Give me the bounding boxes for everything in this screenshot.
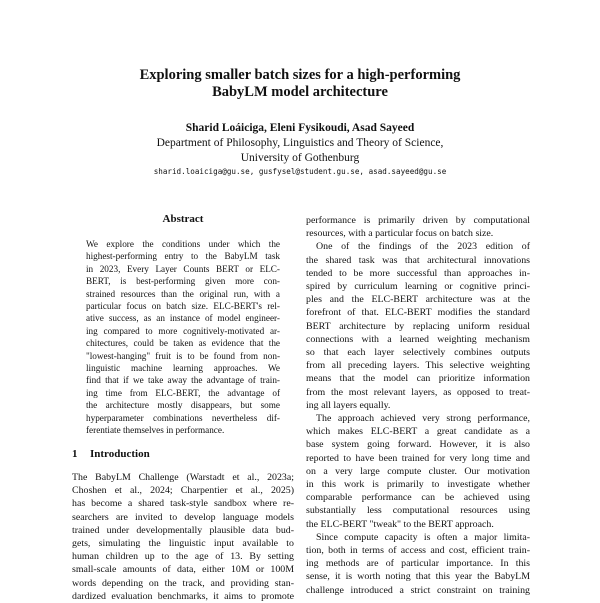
- section-heading-introduction: [72, 447, 150, 461]
- text-line: challenge introduced a strict constraint on training: [306, 584, 530, 596]
- text-line: so that each layer selectively combines outputs: [306, 347, 530, 359]
- text-line: comparable performance can be achieved using: [306, 492, 530, 504]
- text-line: One of the findings of the 2023 edition of: [316, 241, 530, 253]
- text-line: chitectures, could be taken as evidence that the: [86, 338, 280, 349]
- author-list: Sharid Loáiciga, Eleni Fysikoudi, Asad Sayeed: [185, 122, 415, 134]
- paper-title: [60, 67, 540, 101]
- text-line: tion, both in terms of access and cost, efficient train-: [306, 545, 530, 557]
- text-line: trained under developmentally plausible data bud-: [72, 524, 294, 536]
- text-line: from all preceding layers. This selective weighting: [306, 360, 530, 372]
- text-line: ing methods are of particular importance. In this: [306, 558, 530, 570]
- section-number: 1: [72, 448, 78, 460]
- text-line: in 2023, Every Layer Counts BERT or ELC-: [86, 263, 280, 274]
- text-line: searchers are invited to develop language models: [72, 511, 294, 523]
- title-line: BabyLM model architecture: [212, 84, 388, 100]
- paragraph: [306, 240, 530, 412]
- text-line: BERT architecture by replacing uniform residual: [306, 320, 530, 332]
- paragraph: [306, 412, 530, 531]
- text-line: base system going forward. However, it is also: [306, 439, 530, 451]
- text-line: particular focus on batch size. ELC-BERT's rel-: [86, 301, 280, 312]
- text-line: Since compute capacity is often a major limita-: [316, 531, 530, 543]
- text-line: means that the model can prioritize information: [306, 373, 530, 385]
- text-line: "lowest-hanging" fruit is to be found from non-: [86, 350, 280, 361]
- abstract-body: [86, 238, 280, 437]
- affiliation-line: Department of Philosophy, Linguistics and Theory of Science,: [156, 137, 444, 149]
- paragraph: [306, 531, 530, 597]
- text-line: small-scale amounts of data, either 10M or 100M: [72, 564, 294, 576]
- text-line: BERT, is best-performing given more con-: [86, 276, 280, 287]
- text-line: has become a shared task-style sandbox where re-: [72, 498, 294, 510]
- section-title: Introduction: [90, 448, 150, 460]
- paragraph: [306, 214, 530, 240]
- text-line: substantially less computational resources using: [306, 505, 530, 517]
- text-line: on a very large compute cluster. Our motivation: [306, 465, 530, 477]
- affiliation: [60, 136, 540, 166]
- introduction-body: [72, 471, 294, 603]
- text-line: resources, with a particular focus on batch size.: [306, 228, 494, 240]
- text-line: sense, it is worth noting that this year the BabyLM: [306, 571, 530, 583]
- text-line: ative success, as an instance of model engineer-: [86, 313, 280, 324]
- text-line: connections with a learned weighting mechanism: [306, 333, 530, 345]
- text-line: We explore the conditions under which the: [86, 239, 280, 249]
- text-line: performance is primarily driven by computational: [306, 215, 530, 226]
- text-line: from the most relevant layers, as opposed to treat-: [306, 386, 530, 398]
- text-line: which makes ELC-BERT a great candidate as a: [306, 426, 530, 438]
- author-emails: sharid.loaiciga@gu.se, gusfysel@student.gu.se, asad.sayeed@gu.se: [153, 167, 447, 176]
- text-line: words depending on the track, and providing stan-: [72, 577, 294, 589]
- text-line: reported to have been trained for very long time and: [306, 452, 530, 464]
- text-line: hyperparameter combinations nevertheless dif-: [86, 412, 280, 423]
- text-line: the shared task was that architectural innovations: [306, 254, 530, 266]
- text-line: forefront of that. ELC-BERT modifies the standard: [306, 307, 530, 319]
- text-line: highest-performing entry to the BabyLM task: [86, 251, 280, 262]
- text-line: tended to be more successful than approaches in-: [306, 267, 530, 279]
- affiliation-line: University of Gothenburg: [240, 152, 360, 164]
- text-line: ing compared to more cognitively-motivated ar-: [86, 325, 280, 336]
- text-line: ples and the ELC-BERT architecture was at the: [306, 294, 530, 306]
- text-line: The approach achieved very strong performance,: [316, 413, 530, 425]
- text-line: dardized evaluation benchmarks, it aims to promote: [72, 590, 294, 602]
- text-line: the ELC-BERT "tweak" to the BERT approach.: [306, 518, 494, 530]
- text-line: in this work is primarily to investigate whether: [306, 479, 530, 491]
- text-line: human children up to the age of 13. By setting: [72, 551, 294, 563]
- abstract-heading: Abstract: [162, 213, 204, 225]
- text-line: The BabyLM Challenge (Warstadt et al., 2023a;: [72, 472, 294, 483]
- text-line: ing time from ELC-BERT, the advantage of: [86, 387, 280, 398]
- text-line: Choshen et al., 2024; Charpentier et al., 2025): [72, 485, 294, 497]
- title-line: Exploring smaller batch sizes for a high-performing: [139, 67, 461, 83]
- text-line: spired by curriculum learning or cognitive princi-: [306, 281, 530, 293]
- text-line: find that if we take away the advantage of train-: [86, 375, 280, 386]
- text-line: ferentiate themselves in performance.: [86, 425, 225, 436]
- text-line: strained resources than the original run, with a: [86, 288, 280, 299]
- text-line: linguistic machine learning approaches. We: [86, 363, 280, 374]
- text-line: the architecture mostly disappears, but some: [86, 400, 280, 411]
- text-line: gets, simulating the linguistic input available to: [72, 538, 294, 550]
- right-column-body: [306, 214, 530, 597]
- text-line: ing all layers equally.: [306, 399, 391, 411]
